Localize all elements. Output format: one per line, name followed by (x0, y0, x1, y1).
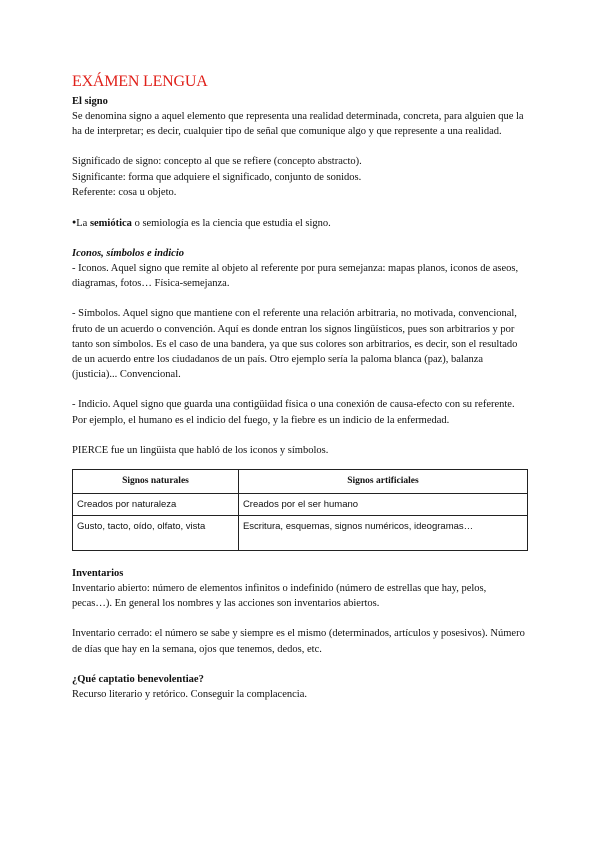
section-heading-iconos: Iconos, símbolos e indicio (72, 248, 185, 260)
section-heading-signo: El signo (72, 96, 108, 107)
referente-line: Referente: cosa u objeto. (72, 186, 177, 198)
signs-table (72, 469, 528, 551)
significante-line: Significante: forma que adquiere el significado, conjunto de sonidos. (72, 171, 362, 183)
table-header-row (73, 470, 528, 494)
table-row (73, 494, 528, 516)
semiotica-term: semiótica (89, 218, 132, 230)
signo-definition: Se denomina signo a aquel elemento que representa una realidad determinada, concreta, para alguien que la ha de interpretar; es decir, cualquier tipo de señal que comunique algo y que represente a una realidad. (72, 111, 524, 138)
simbolos-paragraph: - Símbolos. Aquel signo que mantiene con el referente una relación arbitraria, no motivada, convencional, fruto de un acuerdo o convención. Aquí es donde entran los signos lingüísticos, pues son arbitrarios y por tanto son símbolos. Es el caso de una bandera, ya que sus colores son arbitrarios, es decir, son el resultado de un acuerdo entre los ciudadanos de un país. Otro ejemplo sería la paloma blanca (paz), balanza (justicia)... Convencional. (72, 308, 518, 381)
iconos-paragraph: - Iconos. Aquel signo que remite al objeto al referente por pura semejanza: mapas planos, iconos de aseos, diagramas, fotos… Física-semejanza. (72, 263, 519, 290)
section-heading-inventarios: Inventarios (72, 568, 124, 580)
table-cell: Gusto, tacto, oído, olfato, vista (73, 516, 239, 551)
document-page (72, 72, 528, 702)
table-cell: Creados por el ser humano (238, 494, 527, 516)
bullet-icon: ● (72, 218, 77, 227)
table-cell: Escritura, esquemas, signos numéricos, ideogramas… (238, 516, 527, 551)
inventario-cerrado: Inventario cerrado: el número se sabe y siempre es el mismo (determinados, artículos y posesivos). Número de días que hay en la semana, ojos que tenemos, dedos, etc. (72, 628, 525, 655)
captatio-text: Recurso literario y retórico. Conseguir la complacencia. (72, 688, 307, 700)
table-header-natural: Signos naturales (73, 470, 239, 494)
section-heading-captatio: ¿Qué captatio benevolentiae? (72, 673, 204, 685)
semiotica-bullet (72, 215, 528, 231)
semiotica-prefix: La (76, 218, 90, 230)
indicio-paragraph: - Indicio. Aquel signo que guarda una contigüidad física o una conexión de causa-efecto con su referente. Por ejemplo, el humano es el indicio del fuego, y la fiebre es un indicio de la enfermedad. (72, 399, 515, 426)
table-cell: Creados por naturaleza (73, 494, 239, 516)
pierce-line: PIERCE fue un lingüista que habló de los iconos y símbolos. (72, 444, 329, 456)
page-title: EXÁMEN LENGUA (72, 73, 208, 90)
significado-line: Significado de signo: concepto al que se refiere (concepto abstracto). (72, 156, 362, 168)
inventario-abierto: Inventario abierto: número de elementos infinitos o indefinido (número de estrellas que hay, pelos, pecas…). En general los nombres y las acciones son inventarios abiertos. (72, 583, 487, 610)
table-header-artificial: Signos artificiales (238, 470, 527, 494)
semiotica-rest: o semiología es la ciencia que estudia el signo. (131, 218, 331, 230)
table-row (73, 516, 528, 551)
